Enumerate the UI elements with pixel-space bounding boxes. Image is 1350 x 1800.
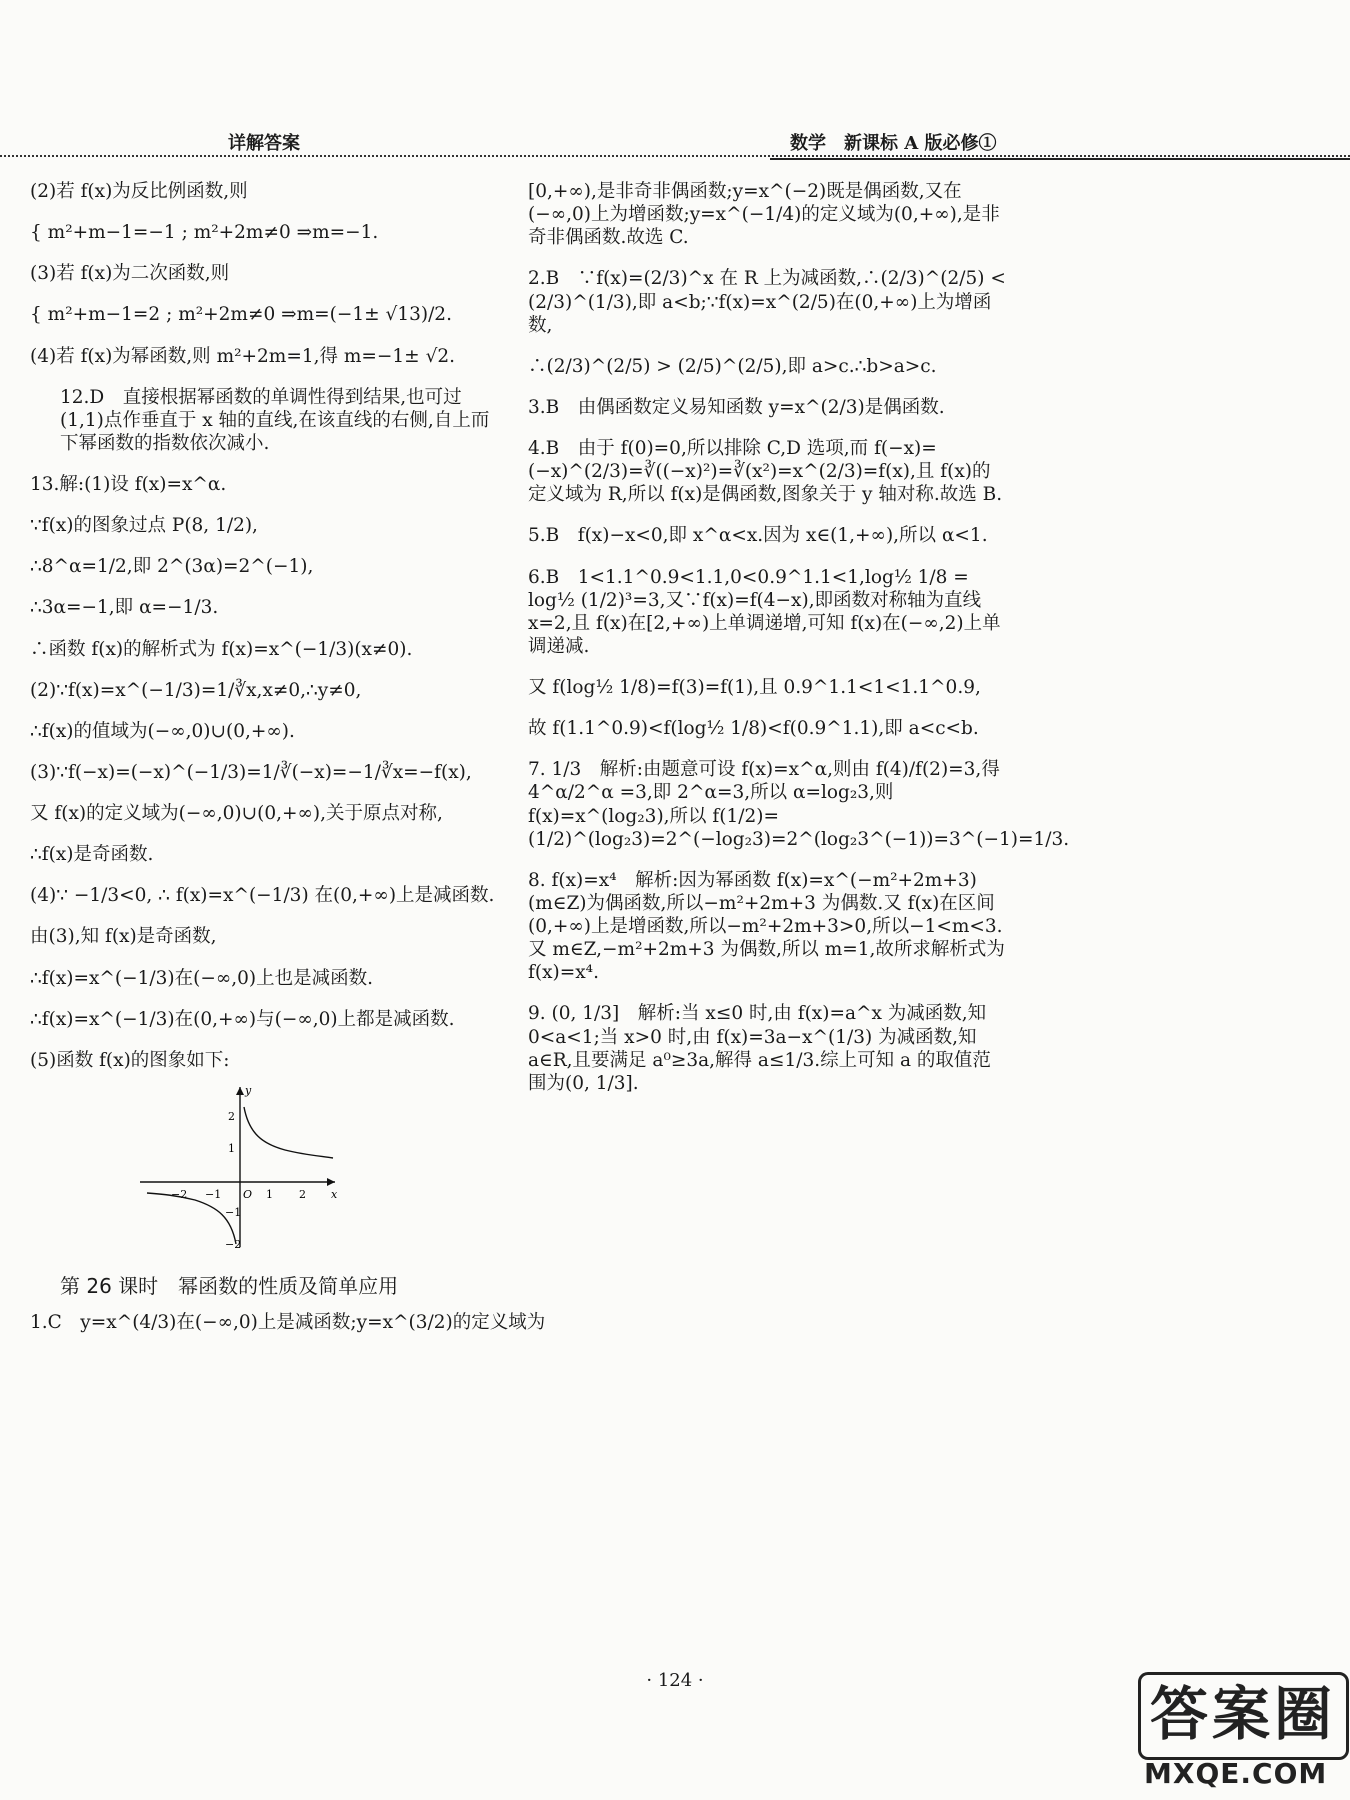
header-dotted-rule bbox=[0, 155, 1350, 157]
x-tick-label: 2 bbox=[299, 1187, 306, 1201]
text-line: ∴函数 f(x)的解析式为 f(x)=x^(−1/3)(x≠0). bbox=[30, 638, 413, 660]
answer-6-conclusion: 故 f(1.1^0.9)<f(log½ 1/8)<f(0.9^1.1),即 a<c<b. bbox=[528, 718, 979, 740]
answer-1: 1.C y=x^(4/3)在(−∞,0)上是减函数;y=x^(3/2)的定义域为 bbox=[30, 1312, 546, 1333]
answer-7: 7. 1/3 解析:由题意可设 f(x)=x^α,则由 f(4)/f(2)=3,得 4^α/2^α =3,即 2^α=3,所以 α=log₂3,则 f(x)=x^(log₂3),所以 f(1/2)=(1/2)^(log₂3)=2^(−log₂3)=2^(log₂3^(−1))=3^(−1)=1/3. bbox=[528, 759, 1070, 850]
y-axis-arrow bbox=[236, 1087, 244, 1095]
curve-negative-branch bbox=[147, 1193, 236, 1244]
text-line: (3)若 f(x)为二次函数,则 bbox=[30, 263, 230, 285]
text-line: (2)∵f(x)=x^(−1/3)=1/∛x,x≠0,∴y≠0, bbox=[30, 679, 362, 701]
text-line: 由(3),知 f(x)是奇函数, bbox=[30, 926, 217, 948]
text-line: ∵f(x)的图象过点 P(8, 1/2), bbox=[30, 515, 258, 537]
answer-2-conclusion: ∴(2/3)^(2/5) > (2/5)^(2/5),即 a>c.∴b>a>c. bbox=[528, 355, 937, 377]
answer-6: 6.B 1<1.1^0.9<1.1,0<0.9^1.1<1,log½ 1/8 = log½ (1/2)³=3,又∵f(x)=f(4−x),即函数对称轴为直线 x=2,且 f(x)在[2,+∞)上单调递增,可知 f(x)在(−∞,2)上单调递减. bbox=[528, 566, 1001, 657]
answer-2: 2.B ∵f(x)=(2/3)^x 在 R 上为减函数,∴(2/3)^(2/5) < (2/3)^(1/3),即 a<b;∵f(x)=x^(2/5)在(0,+∞)上为增函数, bbox=[528, 268, 1006, 336]
watermark-url: MXQE.COM bbox=[1144, 1757, 1328, 1790]
header-right-title: 数学 新课标 A 版必修① bbox=[790, 133, 997, 154]
answer-9: 9. (0, 1/3] 解析:当 x≤0 时,由 f(x)=a^x 为减函数,知 0<a<1;当 x>0 时,由 f(x)=3a−x^(1/3) 为减函数,知 a∈R,且要满足 a⁰≥3a,解得 a≤1/3.综上可知 a 的取值范围为(0, 1/3]. bbox=[528, 1003, 991, 1094]
text-line: { m²+m−1=2 ; m²+2m≠0 ⇒m=(−1± √13)/2. bbox=[30, 304, 452, 326]
text-line: ∴3α=−1,即 α=−1/3. bbox=[30, 597, 219, 619]
y-tick-label: 1 bbox=[228, 1141, 235, 1155]
answer-6-line: 又 f(log½ 1/8)=f(3)=f(1),且 0.9^1.1<1<1.1^0.9, bbox=[528, 677, 981, 698]
y-axis-label: y bbox=[245, 1083, 252, 1097]
x-tick-label: −1 bbox=[205, 1187, 222, 1201]
y-tick-label: 2 bbox=[228, 1109, 235, 1123]
x-axis-label: x bbox=[331, 1187, 338, 1201]
header-left-title: 详解答案 bbox=[228, 133, 300, 154]
text-line: ∴f(x)=x^(−1/3)在(−∞,0)上也是减函数. bbox=[30, 967, 374, 989]
text-line: { m²+m−1=−1 ; m²+2m≠0 ⇒m=−1. bbox=[30, 222, 379, 244]
text-line: (4)∵ −1/3<0, ∴ f(x)=x^(−1/3) 在(0,+∞)上是减函数. bbox=[30, 885, 495, 907]
answer-8: 8. f(x)=x⁴ 解析:因为幂函数 f(x)=x^(−m²+2m+3)(m∈Z)为偶函数,所以−m²+2m+3 为偶数.又 f(x)在区间(0,+∞)上是增函数,所以−m²+2m+3>0,所以−1<m<3.又 m∈Z,−m²+2m+3 为偶数,所以 m=1,故所求解析式为 f(x)=x⁴. bbox=[528, 869, 1005, 984]
x-tick-label: −2 bbox=[171, 1187, 188, 1201]
answer-3: 3.B 由偶函数定义易知函数 y=x^(2/3)是偶函数. bbox=[528, 396, 945, 418]
lesson-title: 第 26 课时 幂函数的性质及简单应用 bbox=[60, 1274, 399, 1298]
watermark-logo bbox=[1138, 1672, 1343, 1790]
text-line: 13.解:(1)设 f(x)=x^α. bbox=[30, 474, 227, 495]
right-column bbox=[528, 180, 1070, 1095]
answer-1-continued: [0,+∞),是非奇非偶函数;y=x^(−2)既是偶函数,又在(−∞,0)上为增函数;y=x^(−1/4)的定义域为(0,+∞),是非奇非偶函数.故选 C. bbox=[528, 181, 1000, 249]
left-column bbox=[30, 180, 546, 1334]
text-line: ∴8^α=1/2,即 2^(3α)=2^(−1), bbox=[30, 556, 314, 578]
x-tick-label: 1 bbox=[266, 1187, 273, 1201]
text-line: ∴f(x)是奇函数. bbox=[30, 844, 154, 866]
watermark-text: 答案圈 bbox=[1150, 1680, 1337, 1748]
text-line: ∴f(x)=x^(−1/3)在(0,+∞)与(−∞,0)上都是减函数. bbox=[30, 1008, 455, 1030]
answer-4: 4.B 由于 f(0)=0,所以排除 C,D 选项,而 f(−x)=(−x)^(2/3)=∛((−x)²)=∛(x²)=x^(2/3)=f(x),且 f(x)的定义域为 R,所以 f(x)是偶函数,图象关于 y 轴对称.故选 B. bbox=[528, 438, 1003, 506]
y-tick-label: −1 bbox=[225, 1205, 242, 1219]
y-tick-label: −2 bbox=[225, 1237, 242, 1251]
page-number: · 124 · bbox=[646, 1670, 704, 1691]
text-line: (4)若 f(x)为幂函数,则 m²+2m=1,得 m=−1± √2. bbox=[30, 345, 456, 367]
function-graph bbox=[135, 1082, 345, 1252]
text-line: (2)若 f(x)为反比例函数,则 bbox=[30, 181, 248, 202]
curve-positive-branch bbox=[244, 1107, 333, 1158]
text-line: ∴f(x)的值域为(−∞,0)∪(0,+∞). bbox=[30, 720, 295, 742]
answer-12: 12.D 直接根据幂函数的单调性得到结果,也可过(1,1)点作垂直于 x 轴的直线,在该直线的右侧,自上而下幂函数的指数依次减小. bbox=[60, 386, 490, 454]
header-solid-rule bbox=[770, 158, 1350, 160]
text-line: (5)函数 f(x)的图象如下: bbox=[30, 1049, 230, 1071]
x-axis-arrow bbox=[327, 1178, 335, 1186]
text-line: (3)∵f(−x)=(−x)^(−1/3)=1/∛(−x)=−1/∛x=−f(x), bbox=[30, 761, 472, 783]
text-line: 又 f(x)的定义域为(−∞,0)∪(0,+∞),关于原点对称, bbox=[30, 803, 443, 824]
origin-label: O bbox=[243, 1187, 253, 1201]
answer-5: 5.B f(x)−x<0,即 x^α<x.因为 x∈(1,+∞),所以 α<1. bbox=[528, 525, 988, 547]
